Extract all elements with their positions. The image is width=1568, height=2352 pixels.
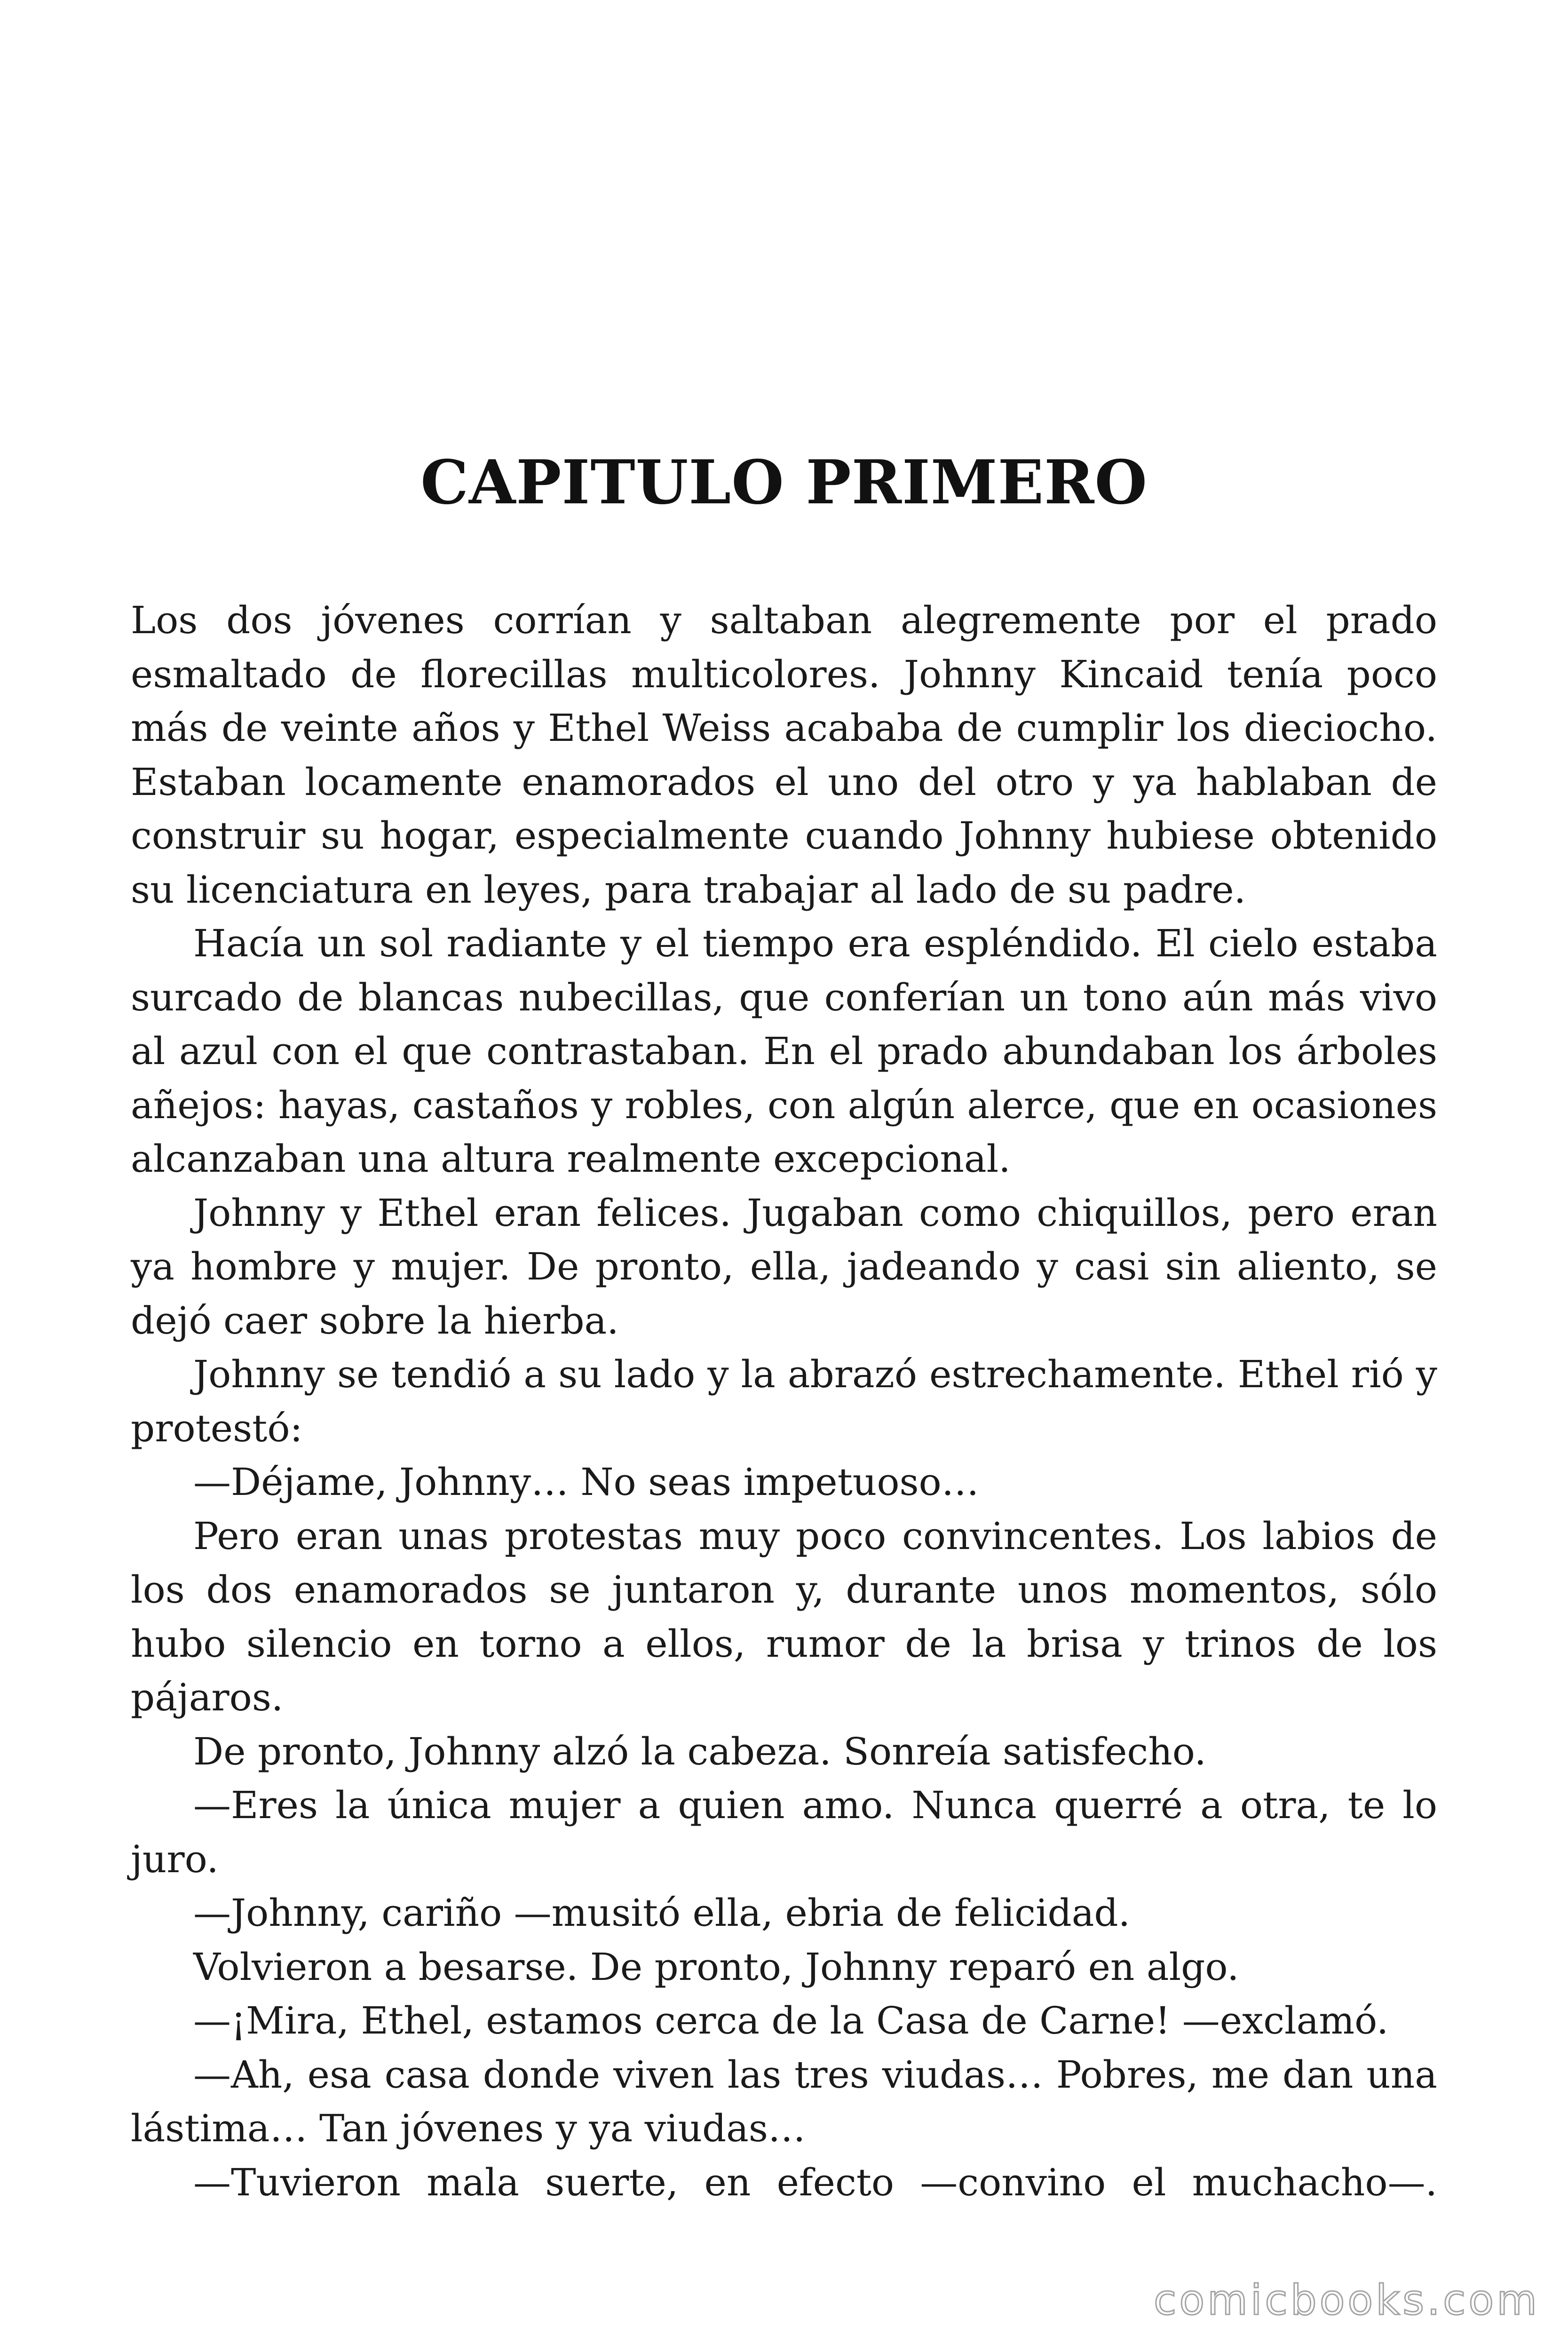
paragraph: Volvieron a besarse. De pronto, Johnny reparó en algo. — [193, 1945, 1239, 1989]
paragraph: Hacía un sol radiante y el tiempo era espléndido. El cielo estaba surcado de blancas nubecillas, que conferían un tono aún más vivo al azul con el que contrastaban. En el prado abundaban los árboles añejos: hayas, castaños y robles, con algún alerce, que en ocasiones alcanzaban una altura realmente excepcional. — [131, 922, 1437, 1181]
paragraph: De pronto, Johnny alzó la cabeza. Sonreía satisfecho. — [193, 1729, 1206, 1773]
dialogue-line: —Johnny, cariño —musitó ella, ebria de felicidad. — [193, 1891, 1131, 1935]
paragraph: Los dos jóvenes corrían y saltaban alegremente por el prado esmaltado de florecillas multicolores. Johnny Kincaid tenía poco más de veinte años y Ethel Weiss acababa de cumplir los dieciocho. Estaban locamente enamorados el uno del otro y ya hablaban de construir su hogar, especialmente cuando Johnny hubiese obtenido su licenciatura en leyes, para trabajar al lado de su padre. — [131, 598, 1437, 912]
dialogue-line: —Eres la única mujer a quien amo. Nunca querré a otra, te lo juro. — [131, 1783, 1437, 1881]
site-watermark: comicbooks.com — [1153, 2276, 1540, 2324]
paragraph: Johnny se tendió a su lado y la abrazó estrechamente. Ethel rió y protestó: — [131, 1352, 1437, 1450]
dialogue-line: —Ah, esa casa donde viven las tres viudas… Pobres, me dan una lástima… Tan jóvenes y ya viudas… — [131, 2052, 1437, 2150]
dialogue-line: —Déjame, Johnny… No seas impetuoso… — [193, 1460, 979, 1504]
chapter-title: CAPITULO PRIMERO — [420, 447, 1148, 518]
dialogue-line: —¡Mira, Ethel, estamos cerca de la Casa de Carne! —exclamó. — [193, 1999, 1389, 2042]
paragraph: Pero eran unas protestas muy poco convincentes. Los labios de los dos enamorados se juntaron y, durante unos momentos, sólo hubo silencio en torno a ellos, rumor de la brisa y trinos de los pájaros. — [131, 1514, 1437, 1719]
chapter-body — [131, 594, 1437, 2209]
paragraph: Johnny y Ethel eran felices. Jugaban como chiquillos, pero eran ya hombre y mujer. De pronto, ella, jadeando y casi sin aliento, se dejó caer sobre la hierba. — [131, 1191, 1437, 1343]
dialogue-line: —Tuvieron mala suerte, en efecto —convino el muchacho—. — [193, 2160, 1437, 2204]
